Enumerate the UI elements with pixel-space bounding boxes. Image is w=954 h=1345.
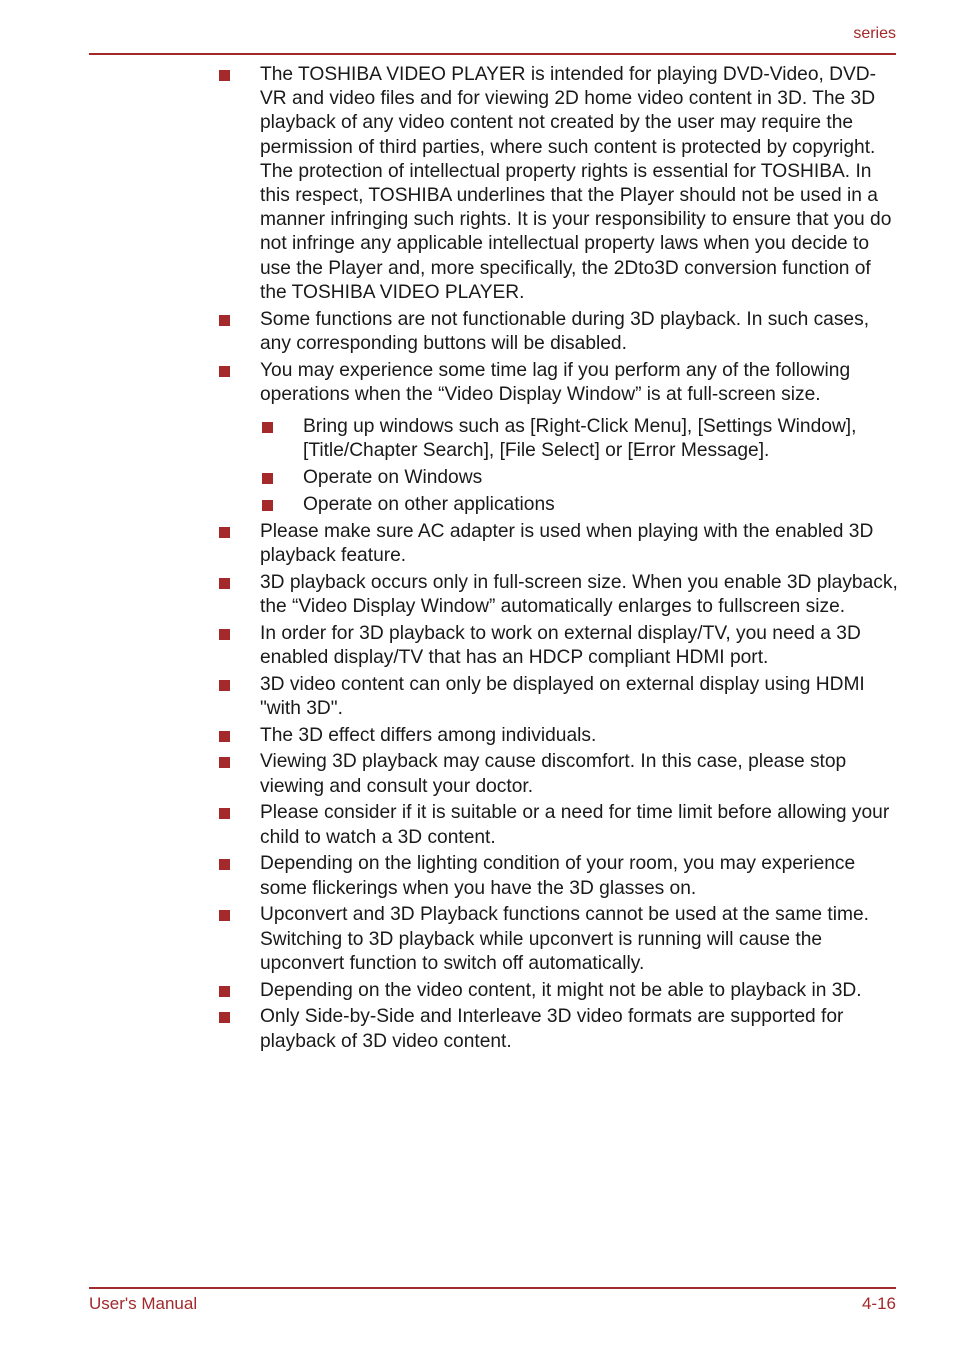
list-item-text: The TOSHIBA VIDEO PLAYER is intended for playing DVD-Video, DVD-VR and video files and for viewing 2D home video content in 3D. The 3D playback of any video content not created by the user may require the permission of third parties, where such content is protected by copyright. The protection of intellectual property rights is essential for TOSHIBA. In this respect, TOSHIBA underlines that the Player should not be used in a manner infringing such rights. It is your responsibility to ensure that you do not infringe any applicable intellectual property laws when you decide to use the Player and, more specifically, the 2Dto3D conversion function of the TOSHIBA VIDEO PLAYER. bbox=[260, 64, 892, 303]
square-bullet-icon bbox=[219, 315, 230, 326]
square-bullet-icon bbox=[219, 680, 230, 691]
square-bullet-icon bbox=[262, 473, 273, 484]
square-bullet-icon bbox=[262, 500, 273, 511]
sub-bullet-list bbox=[260, 415, 899, 517]
list-item bbox=[217, 724, 899, 748]
list-item-text: Depending on the lighting condition of your room, you may experience some flickerings when you have the 3D glasses on. bbox=[260, 853, 856, 899]
list-item bbox=[217, 750, 899, 798]
list-item bbox=[217, 622, 899, 670]
list-item bbox=[217, 571, 899, 619]
list-item-text: Upconvert and 3D Playback functions cannot be used at the same time. Switching to 3D playback while upconvert is running will cause the upconvert function to switch off automatically. bbox=[260, 904, 870, 974]
square-bullet-icon bbox=[219, 366, 230, 377]
square-bullet-icon bbox=[219, 808, 230, 819]
square-bullet-icon bbox=[219, 757, 230, 768]
square-bullet-icon bbox=[219, 986, 230, 997]
list-item bbox=[217, 1005, 899, 1053]
list-item bbox=[217, 801, 899, 849]
square-bullet-icon bbox=[219, 859, 230, 870]
list-item-text: Some functions are not functionable during 3D playback. In such cases, any corresponding buttons will be disabled. bbox=[260, 308, 870, 354]
running-header: series bbox=[853, 25, 896, 42]
sub-list-item-text: Bring up windows such as [Right-Click Menu], [Settings Window], [Title/Chapter Search], [File Select] or [Error Message]. bbox=[303, 416, 857, 462]
footer-rule bbox=[89, 1287, 896, 1289]
page-number: 4-16 bbox=[861, 1294, 896, 1313]
list-item-text: Please consider if it is suitable or a need for time limit before allowing your child to watch a 3D content. bbox=[260, 802, 890, 848]
square-bullet-icon bbox=[219, 731, 230, 742]
footer-manual-title: User's Manual bbox=[89, 1294, 198, 1313]
list-item bbox=[217, 520, 899, 568]
bullet-list bbox=[217, 63, 899, 1054]
square-bullet-icon bbox=[219, 629, 230, 640]
list-item-text: 3D playback occurs only in full-screen size. When you enable 3D playback, the “Video Display Window” automatically enlarges to fullscreen size. bbox=[260, 571, 898, 617]
page-content bbox=[217, 63, 899, 1056]
list-item-text: 3D video content can only be displayed on external display using HDMI "with 3D". bbox=[260, 673, 865, 719]
list-item-text: The 3D effect differs among individuals. bbox=[260, 724, 597, 746]
square-bullet-icon bbox=[219, 910, 230, 921]
square-bullet-icon bbox=[219, 70, 230, 81]
square-bullet-icon bbox=[219, 578, 230, 589]
square-bullet-icon bbox=[262, 422, 273, 433]
sub-list-item bbox=[260, 493, 899, 517]
sub-list-item-text: Operate on other applications bbox=[303, 493, 555, 515]
header-rule bbox=[89, 53, 896, 55]
list-item-text: In order for 3D playback to work on external display/TV, you need a 3D enabled display/TV that has an HDCP compliant HDMI port. bbox=[260, 622, 861, 668]
square-bullet-icon bbox=[219, 1012, 230, 1023]
sub-list-item bbox=[260, 415, 899, 463]
sub-list-item bbox=[260, 466, 899, 490]
list-item bbox=[217, 673, 899, 721]
sub-list-item-text: Operate on Windows bbox=[303, 467, 483, 489]
list-item bbox=[217, 852, 899, 900]
list-item bbox=[217, 979, 899, 1003]
list-item-text: Only Side-by-Side and Interleave 3D video formats are supported for playback of 3D video content. bbox=[260, 1006, 844, 1052]
list-item bbox=[217, 308, 899, 356]
list-item bbox=[217, 63, 899, 305]
list-item bbox=[217, 359, 899, 517]
list-item-text: Depending on the video content, it might not be able to playback in 3D. bbox=[260, 979, 862, 1001]
list-item bbox=[217, 903, 899, 976]
list-item-text: You may experience some time lag if you perform any of the following operations when the “Video Display Window” is at full-screen size. bbox=[260, 359, 851, 405]
list-item-text: Viewing 3D playback may cause discomfort. In this case, please stop viewing and consult your doctor. bbox=[260, 751, 847, 797]
list-item-text: Please make sure AC adapter is used when playing with the enabled 3D playback feature. bbox=[260, 520, 874, 566]
square-bullet-icon bbox=[219, 527, 230, 538]
